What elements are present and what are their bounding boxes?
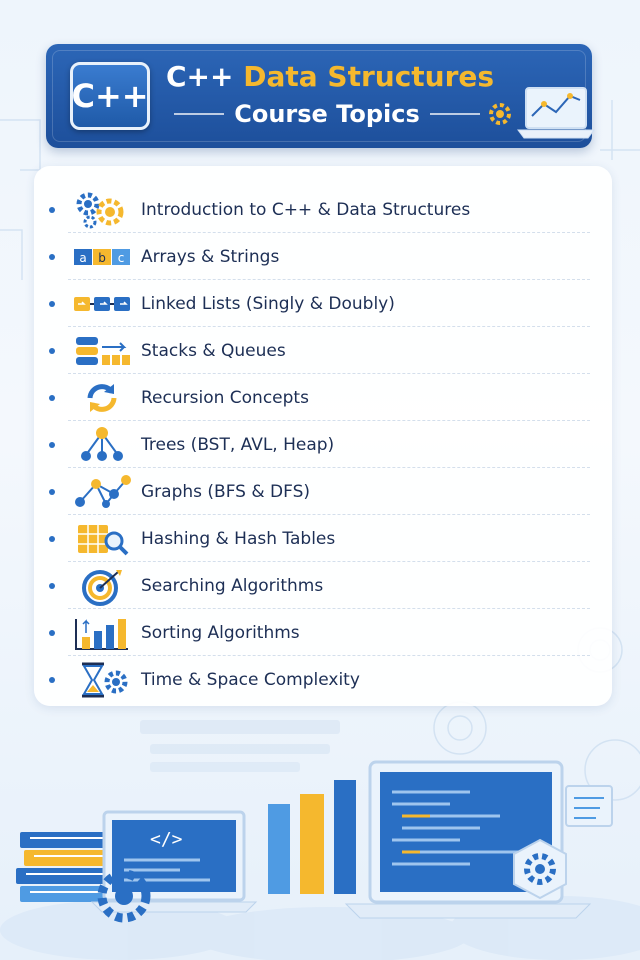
graph-icon bbox=[70, 472, 134, 512]
cycle-arrows-icon bbox=[70, 378, 134, 418]
gear-icon bbox=[514, 840, 566, 898]
list-item bbox=[34, 186, 612, 233]
document-decoration bbox=[566, 786, 612, 826]
code-tag: </> bbox=[150, 829, 183, 850]
large-laptop bbox=[346, 762, 590, 918]
gears-icon bbox=[70, 190, 134, 230]
course-header bbox=[46, 44, 592, 148]
list-item bbox=[34, 515, 612, 562]
laptop-chart-illustration bbox=[486, 84, 596, 154]
topic-label: Time & Space Complexity bbox=[141, 669, 360, 690]
list-item bbox=[34, 327, 612, 374]
bullet bbox=[49, 395, 55, 401]
svg-text:b: b bbox=[98, 250, 106, 265]
bullet bbox=[49, 536, 55, 542]
topics-card bbox=[34, 166, 612, 706]
list-item bbox=[34, 609, 612, 656]
page-subtitle-row bbox=[174, 100, 480, 128]
topic-label: Hashing & Hash Tables bbox=[141, 528, 336, 549]
title-prefix: C++ bbox=[166, 60, 234, 93]
list-item bbox=[34, 656, 612, 703]
subtitle-rule-right bbox=[430, 113, 480, 115]
topic-list bbox=[34, 186, 612, 703]
list-item bbox=[34, 374, 612, 421]
list-item bbox=[34, 421, 612, 468]
subtitle-rule-left bbox=[174, 113, 224, 115]
bar-sort-icon bbox=[70, 613, 134, 653]
topic-label: Trees (BST, AVL, Heap) bbox=[141, 434, 335, 455]
topic-label: Arrays & Strings bbox=[141, 246, 280, 267]
bullet bbox=[49, 442, 55, 448]
book-stack bbox=[16, 832, 110, 902]
page-subtitle: Course Topics bbox=[234, 100, 420, 128]
target-icon bbox=[70, 566, 134, 606]
workspace-illustration bbox=[0, 700, 640, 960]
bar-chart-decoration bbox=[268, 780, 356, 894]
bullet bbox=[49, 677, 55, 683]
stack-queue-icon bbox=[70, 331, 134, 371]
bullet bbox=[49, 489, 55, 495]
page-title bbox=[166, 60, 494, 93]
bullet bbox=[49, 630, 55, 636]
tree-icon bbox=[70, 425, 134, 465]
topic-label: Recursion Concepts bbox=[141, 387, 309, 408]
topic-label: Searching Algorithms bbox=[141, 575, 324, 596]
bullet bbox=[49, 348, 55, 354]
linked-nodes-icon bbox=[70, 284, 134, 324]
cpp-logo-badge: C++ bbox=[70, 62, 150, 130]
hash-magnifier-icon bbox=[70, 519, 134, 559]
bullet bbox=[49, 207, 55, 213]
list-item bbox=[34, 233, 612, 280]
abc-blocks-icon bbox=[70, 237, 134, 277]
topic-label: Graphs (BFS & DFS) bbox=[141, 481, 311, 502]
list-item bbox=[34, 562, 612, 609]
gear-icon bbox=[491, 105, 509, 123]
bullet bbox=[49, 301, 55, 307]
svg-text:a: a bbox=[79, 250, 87, 265]
topic-label: Introduction to C++ & Data Structures bbox=[141, 199, 471, 220]
list-item bbox=[34, 280, 612, 327]
topic-label: Sorting Algorithms bbox=[141, 622, 300, 643]
topic-label: Linked Lists (Singly & Doubly) bbox=[141, 293, 395, 314]
bullet bbox=[49, 254, 55, 260]
bullet bbox=[49, 583, 55, 589]
topic-label: Stacks & Queues bbox=[141, 340, 286, 361]
hourglass-gear-icon bbox=[70, 660, 134, 700]
svg-text:c: c bbox=[117, 250, 125, 265]
list-item bbox=[34, 468, 612, 515]
title-accent: Data Structures bbox=[243, 60, 495, 93]
